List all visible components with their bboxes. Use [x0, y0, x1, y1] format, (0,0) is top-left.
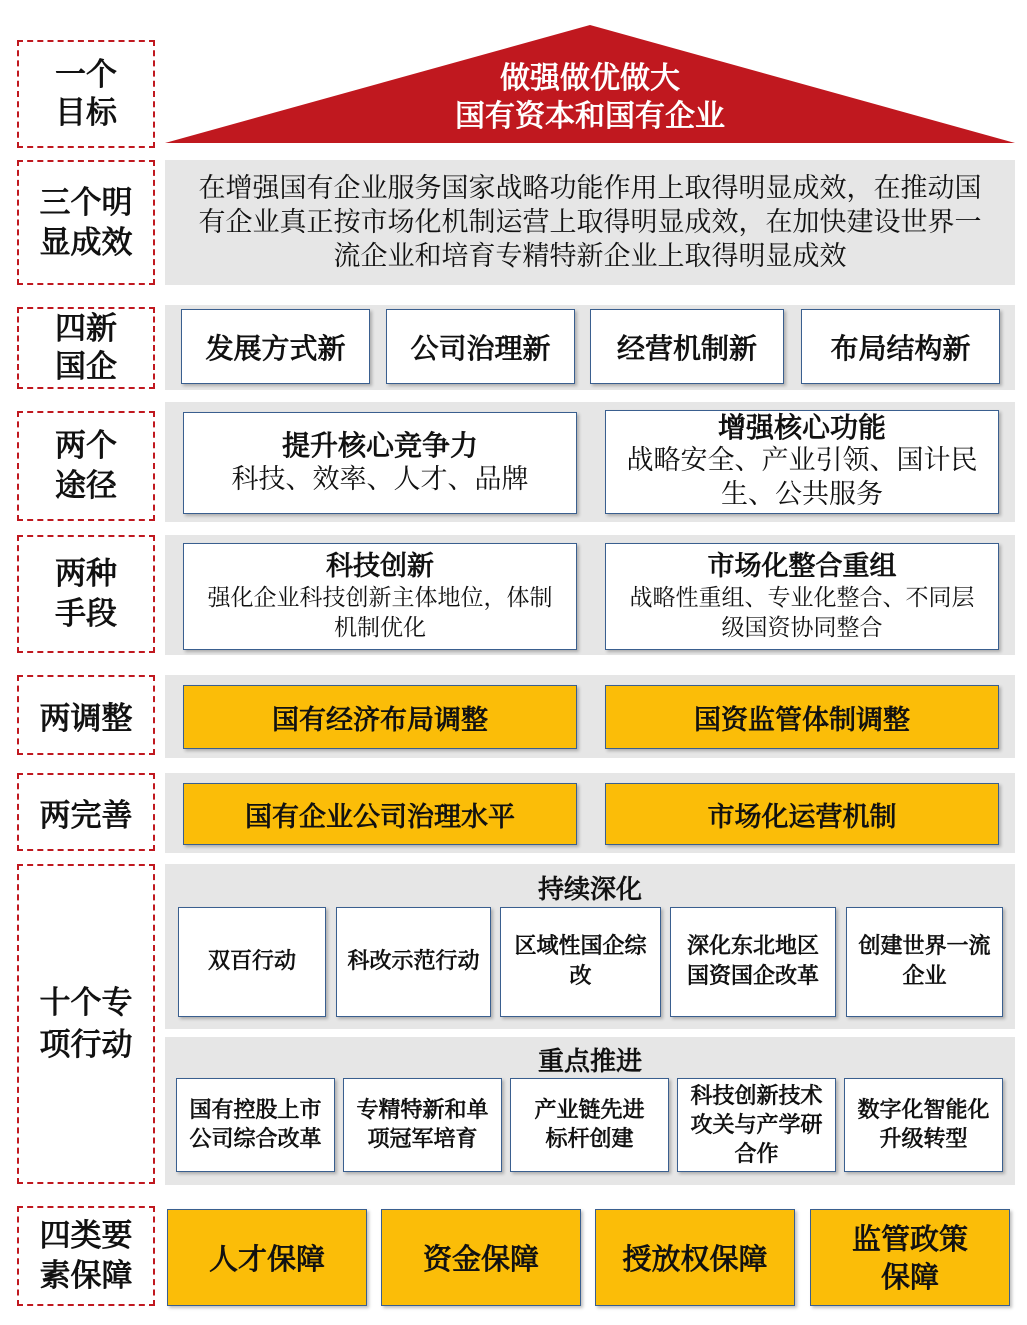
effects-panel	[165, 160, 1015, 285]
four-new-item: 发展方式新	[181, 309, 370, 384]
path-box	[605, 410, 999, 514]
focus-item: 科技创新技术攻关与产学研合作	[677, 1078, 836, 1172]
effects-text: 在增强国有企业服务国家战略功能作用上取得明显成效，在推动国有企业真正按市场化机制运营上取得明显成效，在加快建设世界一流企业和培育专精特新企业上取得明显成效	[198, 172, 982, 272]
roof-line-1: 做强做优做大	[500, 60, 680, 96]
path-desc: 科技、效率、人才、品牌	[231, 464, 529, 495]
focus-item: 数字化智能化升级转型	[844, 1078, 1003, 1172]
adjust-item: 国有经济布局调整	[183, 685, 577, 749]
guarantee-item: 授放权保障	[595, 1209, 795, 1306]
continue-title: 持续深化	[537, 874, 642, 905]
continue-item: 深化东北地区国资国企改革	[670, 907, 836, 1017]
continue-item: 双百行动	[178, 907, 326, 1017]
focus-title: 重点推进	[537, 1046, 642, 1077]
means-box	[605, 543, 999, 650]
continue-item: 区域性国企综改	[500, 907, 661, 1017]
roof-line-2: 国有资本和国有企业	[455, 98, 725, 134]
means-title: 市场化整合重组	[707, 551, 897, 582]
guarantee-item: 人才保障	[167, 1209, 367, 1306]
adjust-item: 国资监管体制调整	[605, 685, 999, 749]
label-two-paths: 两个 途径	[17, 411, 155, 521]
label-four-guarantees: 四类要 素保障	[17, 1206, 155, 1306]
roof-text	[380, 55, 800, 140]
four-new-item: 经营机制新	[590, 309, 784, 384]
four-new-item: 公司治理新	[386, 309, 575, 384]
label-two-adjust: 两调整	[17, 675, 155, 755]
label-goal: 一个 目标	[17, 40, 155, 148]
path-title: 提升核心竞争力	[281, 429, 478, 462]
continue-item: 科改示范行动	[336, 907, 491, 1017]
focus-item: 产业链先进标杆创建	[510, 1078, 669, 1172]
guarantee-item: 资金保障	[381, 1209, 581, 1306]
improve-item: 市场化运营机制	[605, 783, 999, 845]
improve-item: 国有企业公司治理水平	[183, 783, 577, 845]
label-two-improve: 两完善	[17, 773, 155, 851]
focus-item: 国有控股上市公司综合改革	[176, 1078, 335, 1172]
path-box	[183, 412, 577, 514]
means-desc: 战略性重组、专业化整合、不同层级国资协同整合	[629, 585, 975, 641]
label-effects: 三个明 显成效	[17, 160, 155, 285]
continue-item: 创建世界一流企业	[846, 907, 1003, 1017]
means-desc: 强化企业科技创新主体地位，体制机制优化	[207, 585, 553, 641]
guarantee-item: 监管政策 保障	[810, 1209, 1010, 1306]
four-new-item: 布局结构新	[801, 309, 1000, 384]
path-desc: 战略安全、产业引领、国计民生、公共服务	[626, 445, 978, 510]
path-title: 增强核心功能	[717, 411, 886, 444]
label-four-new: 四新 国企	[17, 307, 155, 389]
means-box	[183, 543, 577, 650]
focus-item: 专精特新和单项冠军培育	[343, 1078, 502, 1172]
label-ten-actions: 十个专 项行动	[17, 864, 155, 1184]
label-two-means: 两种 手段	[17, 535, 155, 653]
means-title: 科技创新	[326, 551, 434, 582]
